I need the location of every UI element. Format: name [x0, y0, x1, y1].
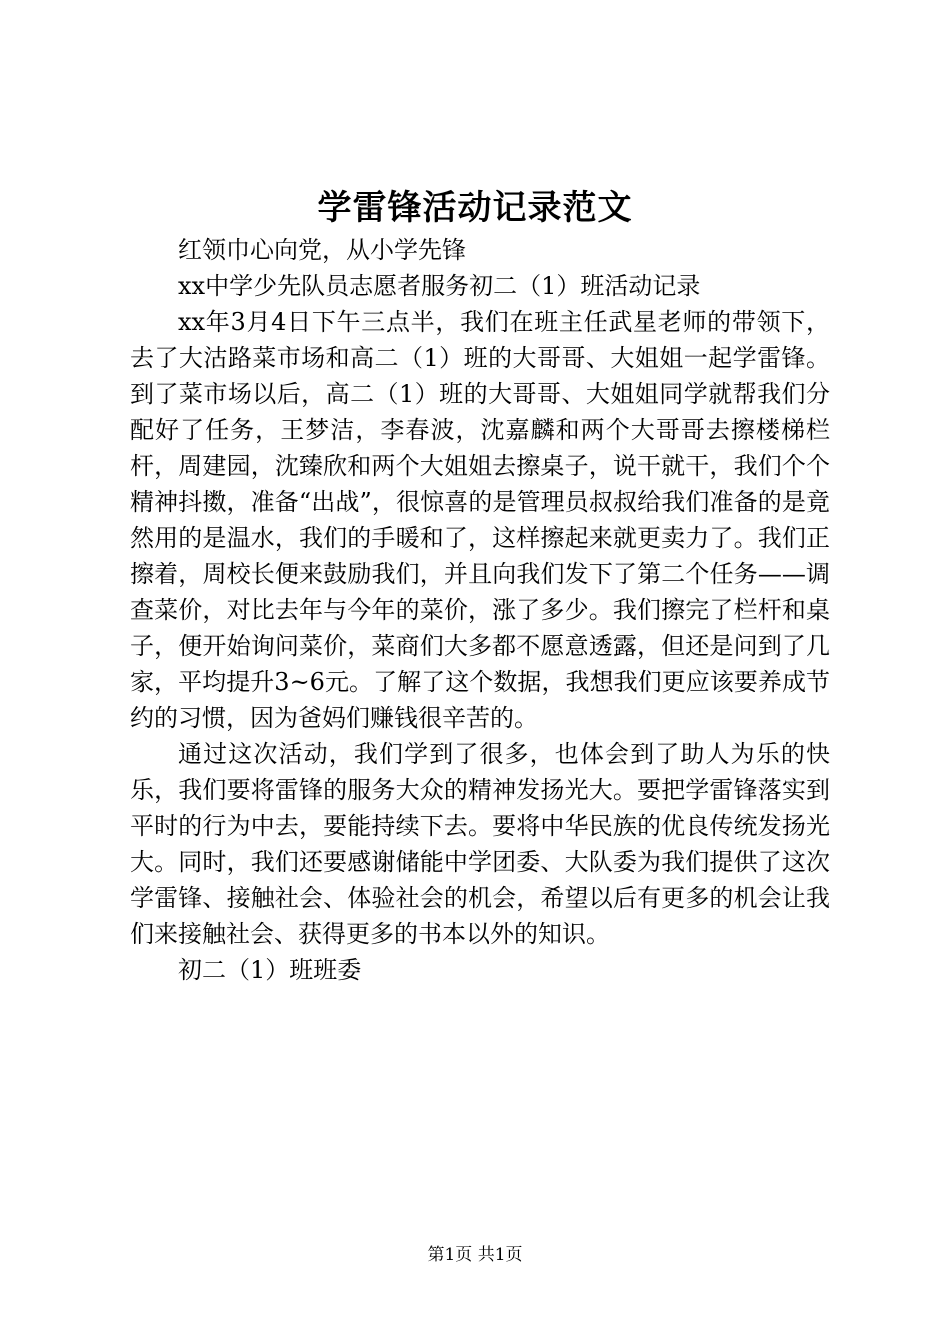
page-number-footer: 第1页 共1页: [427, 1245, 523, 1265]
document-body: [130, 232, 830, 988]
document-title: 学雷锋活动记录范文: [317, 188, 633, 228]
signature-paragraph: 初二（1）班班委: [178, 956, 362, 984]
activity-description-paragraph: xx年3月4日下午三点半，我们在班主任武星老师的带领下，去了大沽路菜市场和高二（1）班的大哥哥、大姐姐一起学雷锋。到了菜市场以后，高二（1）班的大哥哥、大姐姐同学就帮我们分配好了任务，王梦洁，李春波，沈嘉麟和两个大哥哥去擦楼梯栏杆，周建园，沈臻欣和两个大姐姐去擦桌子，说干就干，我们个个精神抖擞，准备“出战”，很惊喜的是管理员叔叔给我们准备的是竟然用的是温水，我们的手暖和了，这样擦起来就更卖力了。我们正擦着，周校长便来鼓励我们，并且向我们发下了第二个任务——调查菜价，对比去年与今年的菜价，涨了多少。我们擦完了栏杆和桌子，便开始询问菜价，菜商们大多都不愿意透露，但还是问到了几家，平均提升3~6元。了解了这个数据，我想我们更应该要养成节约的习惯，因为爸妈们赚钱很辛苦的。: [130, 308, 830, 732]
record-heading-paragraph: xx中学少先队员志愿者服务初二（1）班活动记录: [178, 272, 701, 300]
slogan-paragraph: 红领巾心向党，从小学先锋: [178, 236, 466, 264]
reflection-paragraph: 通过这次活动，我们学到了很多，也体会到了助人为乐的快乐，我们要将雷锋的服务大众的精神发扬光大。要把学雷锋落实到平时的行为中去，要能持续下去。要将中华民族的优良传统发扬光大。同时，我们还要感谢储能中学团委、大队委为我们提供了这次学雷锋、接触社会、体验社会的机会，希望以后有更多的机会让我们来接触社会、获得更多的书本以外的知识。: [130, 740, 830, 948]
